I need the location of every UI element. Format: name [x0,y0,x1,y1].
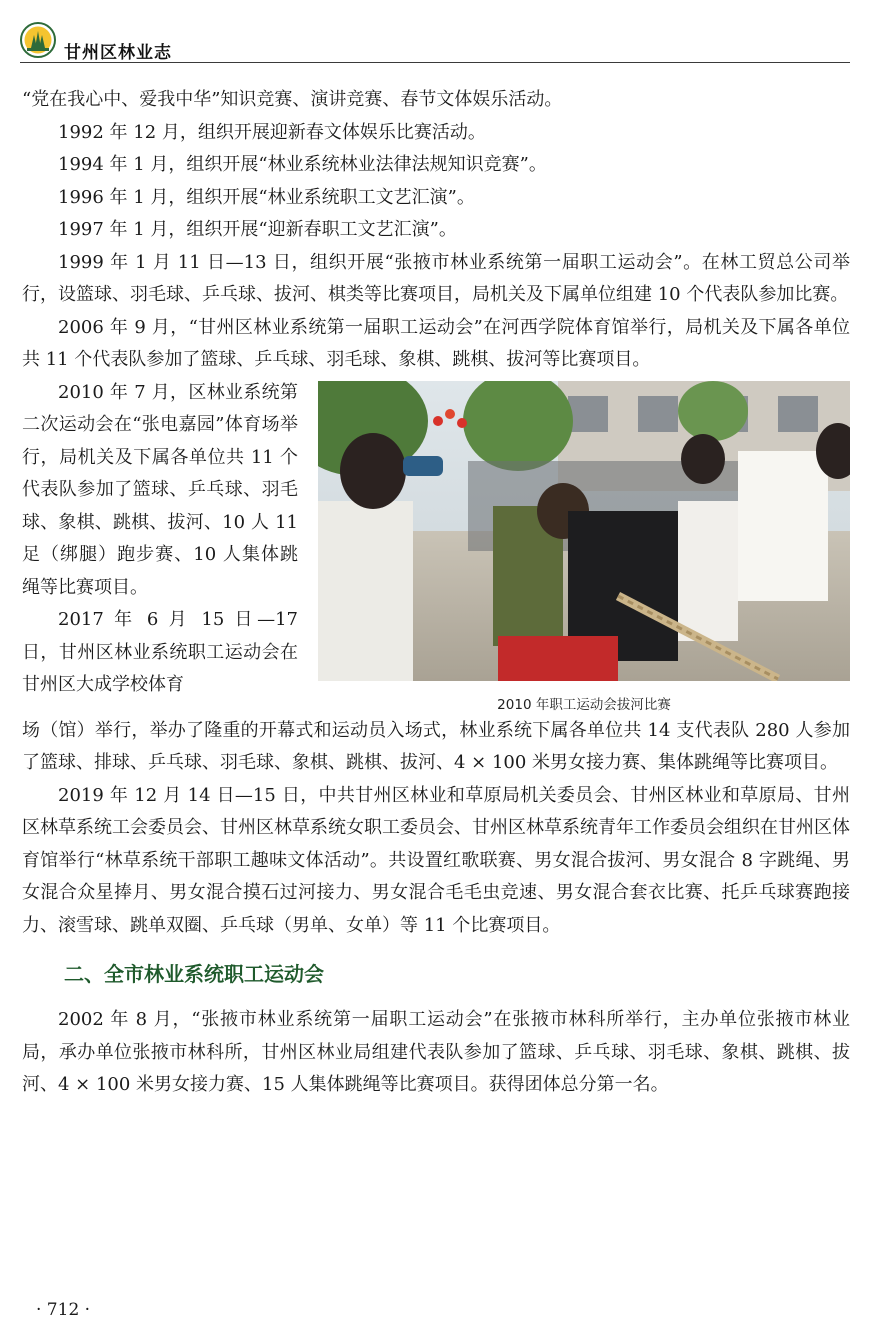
photo-caption: 2010 年职工运动会拔河比赛 [497,696,671,713]
paragraph: 1997 年 1 月，组织开展“迎新春职工文艺汇演”。 [58,219,457,240]
book-title: 甘州区林业志 [64,43,172,63]
page-body [22,84,850,1102]
paragraph: 1999 年 1 月 11 日—13 日，组织开展“张掖市林业系统第一届职工运动会”。在林工贸总公司举行，设篮球、羽毛球、乒乓球、拔河、棋类等比赛项目，局机关及下属单位组建 10 个代表队参加比赛。 [22,251,850,305]
text-with-figure [22,377,850,715]
tug-of-war-photo [318,381,850,681]
section-heading: 二、全市林业系统职工运动会 [64,962,324,986]
paragraph: 1994 年 1 月，组织开展“林业系统林业法律法规知识竞赛”。 [58,154,547,175]
paragraph: 1992 年 12 月，组织开展迎新春文体娱乐比赛活动。 [58,121,486,143]
photo-figure [318,381,850,715]
page-header [20,22,850,64]
paragraph: 2017 年 6 月 15 日—17 日，甘州区林业系统职工运动会在甘州区大成学校体育 [22,609,298,695]
paragraph: 2019 年 12 月 14 日—15 日，中共甘州区林业和草原局机关委员会、甘州区林业和草原局、甘州区林草系统工会委员会、甘州区林草系统女职工委员会、甘州区林草系统青年工作委员会组织在甘州区体育馆举行“林草系统干部职工趣味文体活动”。共设置红歌联赛、男女混合拔河、男女混合 8 字跳绳、男女混合众星捧月、男女混合摸石过河接力、男女混合毛毛虫竞速、男女混合套衣比赛、托乒乓球赛跑接力、滚雪球、跳单双圈、乒乓球（男单、女单）等 11 个比赛项目。 [22,784,850,936]
wrapped-text-column [22,377,298,715]
paragraph: 2010 年 7 月，区林业系统第二次运动会在“张电嘉园”体育场举行，局机关及下属各单位共 11 个代表队参加了篮球、乒乓球、羽毛球、象棋、跳棋、拔河、10 人 11 足（绑腿）跑步赛、10 人集体跳绳等比赛项目。 [22,381,298,598]
forest-emblem-icon [20,22,56,58]
header-rule [20,62,850,63]
paragraph: 场（馆）举行，举办了隆重的开幕式和运动员入场式，林业系统下属各单位共 14 支代表队 280 人参加了篮球、排球、乒乓球、羽毛球、象棋、跳棋、拔河、4 × 100 米男女接力赛、集体跳绳等比赛项目。 [22,719,850,773]
paragraph: 1996 年 1 月，组织开展“林业系统职工文艺汇演”。 [58,186,475,208]
paragraph: 2002 年 8 月，“张掖市林业系统第一届职工运动会”在张掖市林科所举行，主办单位张掖市林业局，承办单位张掖市林科所，甘州区林业局组建代表队参加了篮球、乒乓球、羽毛球、象棋、跳棋、拔河、4 × 100 米男女接力赛、15 人集体跳绳等比赛项目。获得团体总分第一名。 [22,1009,850,1095]
paragraph: “党在我心中、爱我中华”知识竞赛、演讲竞赛、春节文体娱乐活动。 [22,89,563,110]
paragraph: 2006 年 9 月，“甘州区林业系统第一届职工运动会”在河西学院体育馆举行，局机关及下属各单位共 11 个代表队参加了篮球、乒乓球、羽毛球、象棋、跳棋、拔河等比赛项目。 [22,316,850,370]
page-number: · 712 · [36,1300,91,1320]
